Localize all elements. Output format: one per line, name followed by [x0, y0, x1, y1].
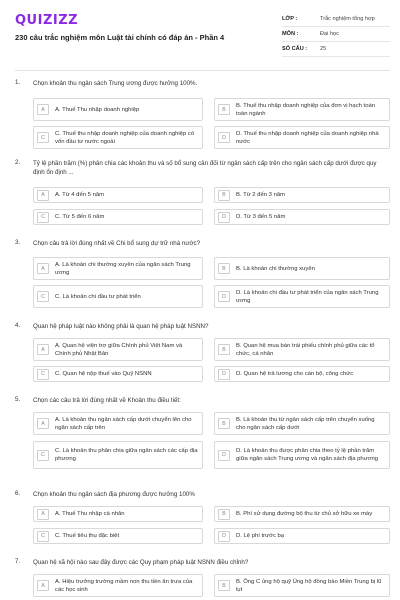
option-b[interactable]	[214, 257, 390, 280]
question-number: 4.	[15, 322, 21, 329]
meta-label: SỐ CÂU :	[282, 46, 308, 52]
option-text: A. Thuế Thu nhập doanh nghiệp	[55, 106, 140, 113]
option-letter: C	[37, 369, 49, 380]
option-b[interactable]	[214, 338, 390, 361]
option-letter: A	[37, 190, 49, 201]
option-text: B. Phí sử dụng đường bộ thu từ chủ sở hữu xe máy	[236, 511, 373, 517]
option-text: D. Lệ phí trước bạ	[236, 533, 285, 539]
option-letter: D	[218, 450, 230, 461]
option-letter: C	[37, 450, 49, 461]
option-d[interactable]	[214, 126, 390, 149]
meta-value: Đại học	[320, 31, 339, 37]
option-text: B. Từ 2 đến 3 năm	[236, 192, 286, 198]
question-number: 3.	[15, 239, 21, 246]
question-number: 2.	[15, 159, 21, 166]
option-a[interactable]	[33, 338, 203, 361]
option-text: B. Thuế thu nhập doanh nghiệp của đơn vị hạch toán toàn ngành	[236, 102, 376, 117]
option-letter: A	[37, 104, 49, 115]
question-number: 7.	[15, 558, 21, 565]
option-b[interactable]	[214, 412, 390, 435]
option-b[interactable]	[214, 187, 390, 203]
meta-row-subject	[282, 27, 390, 42]
option-letter: B	[218, 263, 230, 274]
option-letter: C	[37, 132, 49, 143]
option-letter: D	[218, 369, 230, 380]
option-letter: D	[218, 212, 230, 223]
option-text: B. Ông C ủng hộ quỹ Ủng hộ đồng bào Miền Trung bị lũ lụt	[236, 578, 382, 593]
meta-row-class	[282, 12, 390, 27]
question-number: 5.	[15, 396, 21, 403]
meta-label: LỚP :	[282, 16, 298, 22]
option-text: B. Là khoản thu từ ngân sách cấp trên chuyển xuống cho ngân sách cấp dưới	[236, 416, 375, 431]
question-text: Chọn các câu trả lời đúng nhất về Khoản thu điều tiết:	[33, 397, 181, 404]
option-text: D. Là khoản thu được phân chia theo tỷ lệ phần trăm giữa ngân sách Trung ương và ngân sách địa phương	[236, 448, 379, 462]
option-letter: B	[218, 580, 230, 591]
meta-label: MÔN :	[282, 31, 299, 37]
option-letter: C	[37, 531, 49, 542]
option-letter: A	[37, 344, 49, 355]
option-d[interactable]	[214, 366, 390, 382]
meta-row-count	[282, 42, 390, 57]
option-d[interactable]	[214, 528, 390, 544]
header-divider	[15, 70, 390, 71]
document-title: 230 câu trắc nghiệm môn Luật tài chính có đáp án - Phần 4	[15, 33, 225, 42]
question-text: Chọn khoản thu ngân sách địa phương được hưởng 100%	[33, 491, 195, 498]
option-text: C. Quan hệ nộp thuế vào Quỹ NSNN	[55, 371, 152, 377]
option-c[interactable]	[33, 441, 203, 469]
document-header	[0, 0, 400, 72]
option-a[interactable]	[33, 506, 203, 522]
meta-value: Trắc nghiệm tổng hợp	[320, 16, 375, 22]
option-c[interactable]	[33, 366, 203, 382]
document-meta	[282, 12, 390, 57]
option-d[interactable]	[214, 209, 390, 225]
option-letter: C	[37, 291, 49, 302]
option-text: B. Quan hệ mua bán trái phiếu chính phủ giữa các tổ chức, cá nhân	[236, 342, 375, 357]
option-text: C. Từ 5 đến 6 năm	[55, 214, 105, 220]
option-d[interactable]	[214, 441, 390, 469]
option-text: A. Từ 4 đến 5 năm	[55, 192, 105, 198]
option-text: D. Quan hệ trả lương cho cán bộ, công chức	[236, 371, 354, 377]
option-text: C. Là khoản chi đầu tư phát triển	[55, 293, 141, 300]
option-letter: B	[218, 104, 230, 115]
option-a[interactable]	[33, 98, 203, 121]
option-letter: B	[218, 418, 230, 429]
option-text: C. Là khoản thu phân chia giữa ngân sách các cấp địa phương	[55, 448, 198, 462]
option-a[interactable]	[33, 574, 203, 597]
option-letter: A	[37, 418, 49, 429]
option-a[interactable]	[33, 257, 203, 280]
option-letter: D	[218, 132, 230, 143]
option-text: D. Thuế thu nhập doanh nghiệp của doanh nghiệp nhà nước	[236, 130, 379, 145]
option-text: D. Là khoản chi đầu tư phát triển của ngân sách Trung ương	[236, 289, 379, 304]
question-text: Quan hệ pháp luật nào không phải là quan hệ pháp luật NSNN?	[33, 323, 209, 330]
option-text: B. Là khoản chi thường xuyên	[236, 265, 315, 272]
option-letter: A	[37, 580, 49, 591]
option-text: D. Từ 3 đến 5 năm	[236, 214, 286, 220]
option-c[interactable]	[33, 285, 203, 308]
question-text: Quan hệ xã hội nào sau đây được các Quy phạm pháp luật NSNN điều chỉnh?	[33, 559, 249, 566]
option-d[interactable]	[214, 285, 390, 308]
option-a[interactable]	[33, 187, 203, 203]
question-text: Chọn khoản thu ngân sách Trung ương được hưởng 100%.	[33, 80, 198, 87]
option-b[interactable]	[214, 98, 390, 121]
question-text: Tỷ lệ phần trăm (%) phân chia các khoản thu và số bổ sung cân đối từ ngân sách cấp trên cho ngân sách cấp dưới được quy định ổn định ...	[33, 160, 377, 176]
option-letter: B	[218, 190, 230, 201]
quizizz-logo[interactable]: QUIZIZZ	[15, 13, 79, 28]
option-text: A. Hiệu trưởng trường mầm non thu tiền ăn trưa của các học sinh	[55, 578, 193, 593]
question-text: Chọn câu trả lời đúng nhất về Chi bổ sung dự trữ nhà nước?	[33, 240, 201, 247]
option-letter: B	[218, 509, 230, 520]
option-c[interactable]	[33, 209, 203, 225]
option-letter: A	[37, 509, 49, 520]
option-letter: C	[37, 212, 49, 223]
option-c[interactable]	[33, 528, 203, 544]
question-number: 1.	[15, 79, 21, 86]
option-text: A. Thuế Thu nhập cá nhân	[55, 511, 125, 517]
option-c[interactable]	[33, 126, 203, 149]
option-letter: B	[218, 344, 230, 355]
option-text: C. Thuế thu nhập doanh nghiệp của doanh nghiệp có vốn đầu tư nước ngoài	[55, 130, 195, 145]
option-text: A. Là khoản thu ngân sách cấp dưới chuyển lên cho ngân sách cấp trên	[55, 416, 192, 431]
option-b[interactable]	[214, 506, 390, 522]
option-a[interactable]	[33, 412, 203, 435]
option-letter: D	[218, 531, 230, 542]
option-text: C. Thuế tiêu thụ đặc biệt	[55, 533, 120, 539]
option-letter: D	[218, 291, 230, 302]
option-text: A. Là khoản chi thường xuyên của ngân sách Trung ương	[55, 261, 191, 276]
option-b[interactable]	[214, 574, 390, 597]
option-text: A. Quan hệ viện trợ giữa Chính phủ Việt Nam và Chính phủ Nhật Bản	[55, 342, 183, 357]
meta-value: 25	[320, 46, 327, 52]
option-letter: A	[37, 263, 49, 274]
question-number: 6.	[15, 490, 21, 497]
